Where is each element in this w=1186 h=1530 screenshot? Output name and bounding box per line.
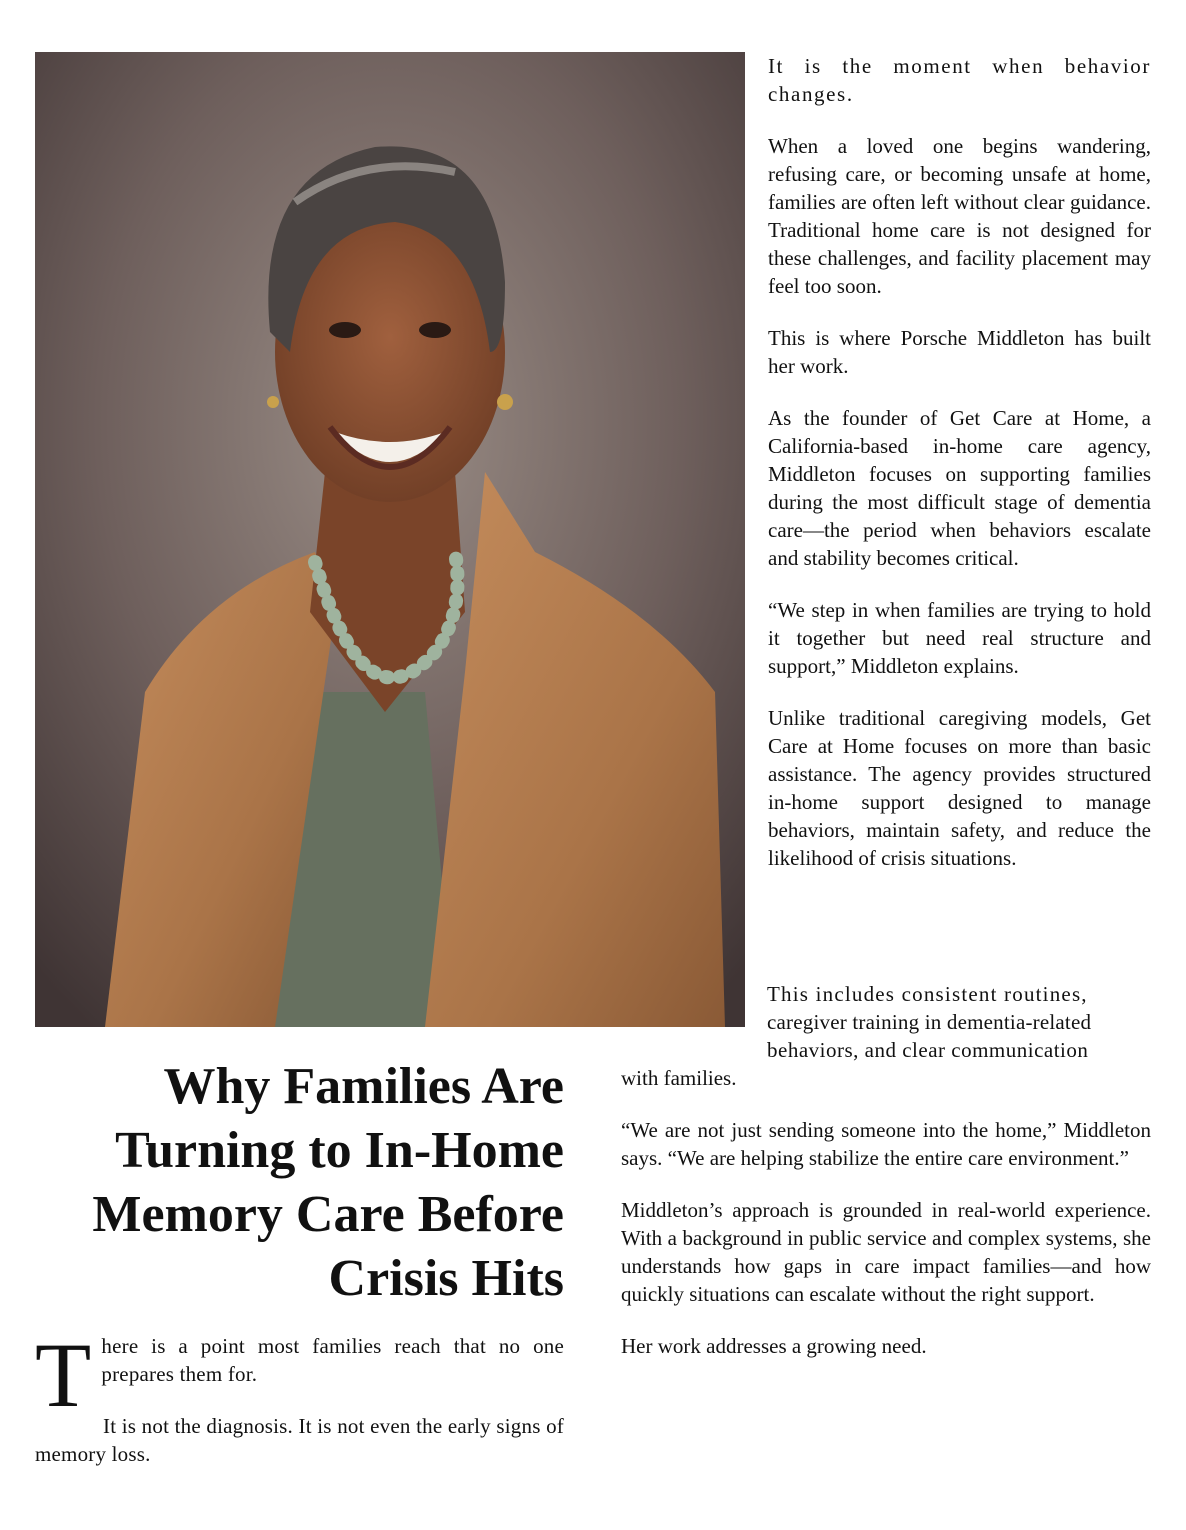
right-column — [768, 52, 1151, 896]
wrap-line: caregiver training in dementia-related — [767, 1010, 1092, 1034]
portrait-photo — [35, 52, 745, 1027]
middle-column — [621, 980, 1151, 1384]
paragraph: When a loved one begins wandering, refusing care, or becoming unsafe at home, families are often left without clear guidance. Traditional home care is not designed for these challenges, and facility placement may feel too soon. — [768, 134, 1151, 298]
paragraph: As the founder of Get Care at Home, a California-based in-home care agency, Middleton focuses on supporting families during the most difficult stage of dementia care—the period when behaviors escalate and stability becomes critical. — [768, 406, 1151, 570]
wrap-line: with families. — [621, 1066, 737, 1090]
drop-cap: T — [35, 1324, 92, 1426]
paragraph: Unlike traditional caregiving models, Get Care at Home focuses on more than basic assistance. The agency provides structured in-home support designed to manage behaviors, maintain safety, and reduce the likelihood of crisis situations. — [768, 706, 1151, 870]
wrap-line: behaviors, and clear communication — [767, 1038, 1089, 1062]
paragraph: This is where Porsche Middleton has built her work. — [768, 326, 1151, 378]
wrap-line: This includes consistent routines, — [767, 982, 1088, 1006]
intro-paragraph — [35, 1324, 564, 1426]
paragraph: It is the moment when behavior changes. — [768, 54, 1151, 106]
paragraph: It is not the diagnosis. It is not even the early signs of memory loss. — [35, 1414, 564, 1466]
quote-paragraph: “We step in when families are trying to hold it together but need real structure and support,” Middleton explains. — [768, 598, 1151, 678]
wrapped-paragraph — [621, 980, 1151, 1092]
paragraph: Her work addresses a growing need. — [621, 1334, 927, 1358]
intro-column — [35, 1324, 564, 1492]
quote-paragraph: “We are not just sending someone into the home,” Middleton says. “We are helping stabilize the entire care environment.” — [621, 1118, 1151, 1170]
portrait-illustration — [35, 52, 745, 1027]
article-headline: Why Families Are Turning to In-Home Memory Care Before Crisis Hits — [92, 1058, 564, 1307]
paragraph: Middleton’s approach is grounded in real-world experience. With a background in public service and complex systems, she understands how gaps in care impact families—and how quickly situations can escalate without the right support. — [621, 1198, 1151, 1306]
intro-text: here is a point most families reach that no one prepares them for. — [101, 1334, 564, 1386]
